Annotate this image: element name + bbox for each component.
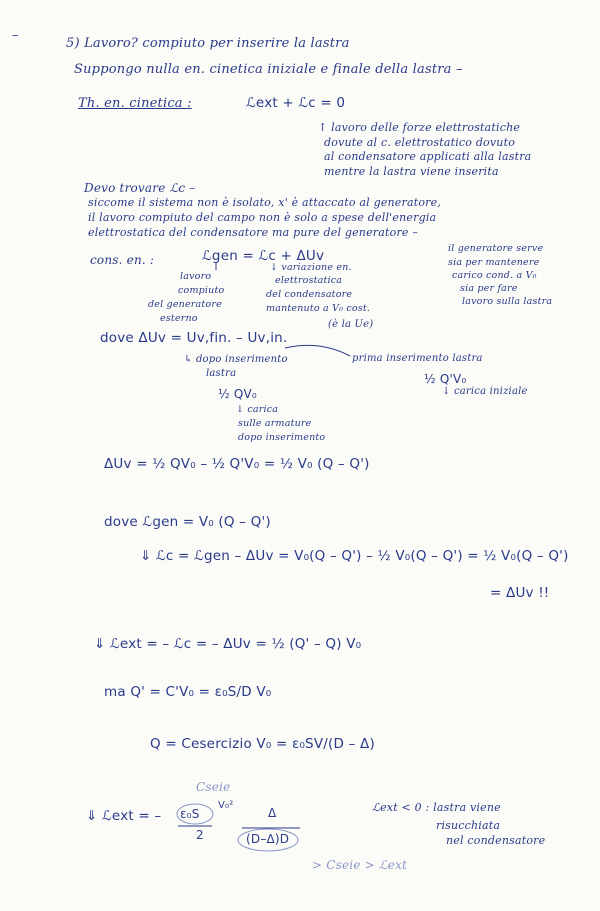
- lc-note-2: dovute al c. elettrostatico dovuto: [324, 136, 516, 149]
- lext-negative: ℒext < 0 : lastra viene: [372, 801, 501, 814]
- nel-condensatore: nel condensatore: [446, 834, 546, 847]
- lc-equals-duv: = ΔUv !!: [490, 585, 550, 601]
- lc-note-4: mentre la lastra viene inserita: [324, 165, 499, 178]
- lgen-note-3: del generatore: [148, 299, 222, 310]
- lgen-note-4: esterno: [160, 313, 198, 324]
- half-qprime-v0: ½ Q'V₀: [424, 372, 467, 386]
- lgen-note-1: lavoro: [180, 271, 212, 282]
- risucchiata: risucchiata: [436, 819, 501, 832]
- delta-num: Δ: [268, 806, 277, 820]
- gen-note-1: il generatore serve: [448, 243, 544, 254]
- duv-result: ΔUv = ½ QV₀ – ½ Q'V₀ = ½ V₀ (Q – Q'): [104, 456, 370, 472]
- den-two: 2: [196, 828, 204, 842]
- lext-final-lhs: ⇓ ℒext = –: [86, 808, 162, 824]
- v0-squared: V₀²: [218, 800, 234, 811]
- duv-note-1: ↓ variazione en.: [270, 262, 352, 273]
- gen-note-3: carico cond. a V₀: [452, 270, 537, 281]
- find-lc-4: elettrostatica del condensatore ma pure del generatore –: [88, 226, 419, 239]
- problem-heading: 5) Lavoro? compiuto per inserire la lastra: [66, 36, 350, 51]
- theorem-label: Th. en. cinetica :: [78, 96, 192, 111]
- ma-qprime: ma Q' = C'V₀ = ε₀S/D V₀: [104, 684, 272, 700]
- cons-label: cons. en. :: [90, 253, 155, 267]
- margin-dash: –: [12, 28, 19, 43]
- cons-equation: ℒgen = ℒc + ΔUv: [202, 248, 325, 264]
- after-insert-2: lastra: [206, 368, 237, 379]
- find-lc-1: Devo trovare ℒc –: [84, 181, 196, 195]
- lgen-note-2: compiuto: [178, 285, 225, 296]
- dove-duv: dove ΔUv = Uv,fin. – Uv,in.: [100, 330, 288, 346]
- duv-note-2: elettrostatica: [275, 275, 343, 286]
- half-q-v0: ½ QV₀: [218, 387, 257, 401]
- carica-after-1: ↓ carica: [236, 404, 279, 415]
- carica-after-3: dopo inserimento: [238, 432, 326, 443]
- after-insert-1: ↳ dopo inserimento: [184, 354, 288, 365]
- q-equation: Q = Cesercizio V₀ = ε₀SV/(D – Δ): [150, 736, 375, 752]
- carica-iniziale: ↓ carica iniziale: [442, 386, 528, 397]
- duv-note-5: (è la Ue): [328, 319, 374, 330]
- duv-note-4: mantenuto a V₀ cost.: [266, 303, 371, 314]
- lc-note-3: al condensatore applicati alla lastra: [324, 150, 532, 163]
- eps-s: ε₀S: [180, 807, 200, 821]
- theorem-equation: ℒext + ℒc = 0: [246, 95, 346, 111]
- duv-note-3: del condensatore: [266, 289, 353, 300]
- lc-chain: ⇓ ℒc = ℒgen – ΔUv = V₀(Q – Q') – ½ V₀(Q – Q') = ½ V₀(Q – Q'): [140, 548, 569, 564]
- dove-lgen: dove ℒgen = V₀ (Q – Q'): [104, 514, 271, 530]
- final-comparison: > Cseie > ℒext: [312, 858, 408, 872]
- before-insert: prima inserimento lastra: [352, 353, 483, 364]
- find-lc-2: siccome il sistema non è isolato, x' è attaccato al generatore,: [88, 196, 442, 209]
- lext-equation: ⇓ ℒext = – ℒc = – ΔUv = ½ (Q' – Q) V₀: [94, 636, 362, 652]
- hypothesis-line: Suppongo nulla en. cinetica iniziale e finale della lastra –: [74, 62, 463, 77]
- lc-note-1: ↑ lavoro delle forze elettrostatiche: [318, 121, 521, 134]
- find-lc-3: il lavoro compiuto del campo non è solo a spese dell'energia: [88, 211, 437, 224]
- gen-note-4: sia per fare: [460, 283, 518, 294]
- den-dd: (D–Δ)D: [246, 832, 290, 846]
- gen-note-5: lavoro sulla lastra: [462, 296, 553, 307]
- c-annotation: Cseie: [196, 780, 231, 794]
- gen-note-2: sia per mantenere: [448, 257, 540, 268]
- carica-after-2: sulle armature: [238, 418, 312, 429]
